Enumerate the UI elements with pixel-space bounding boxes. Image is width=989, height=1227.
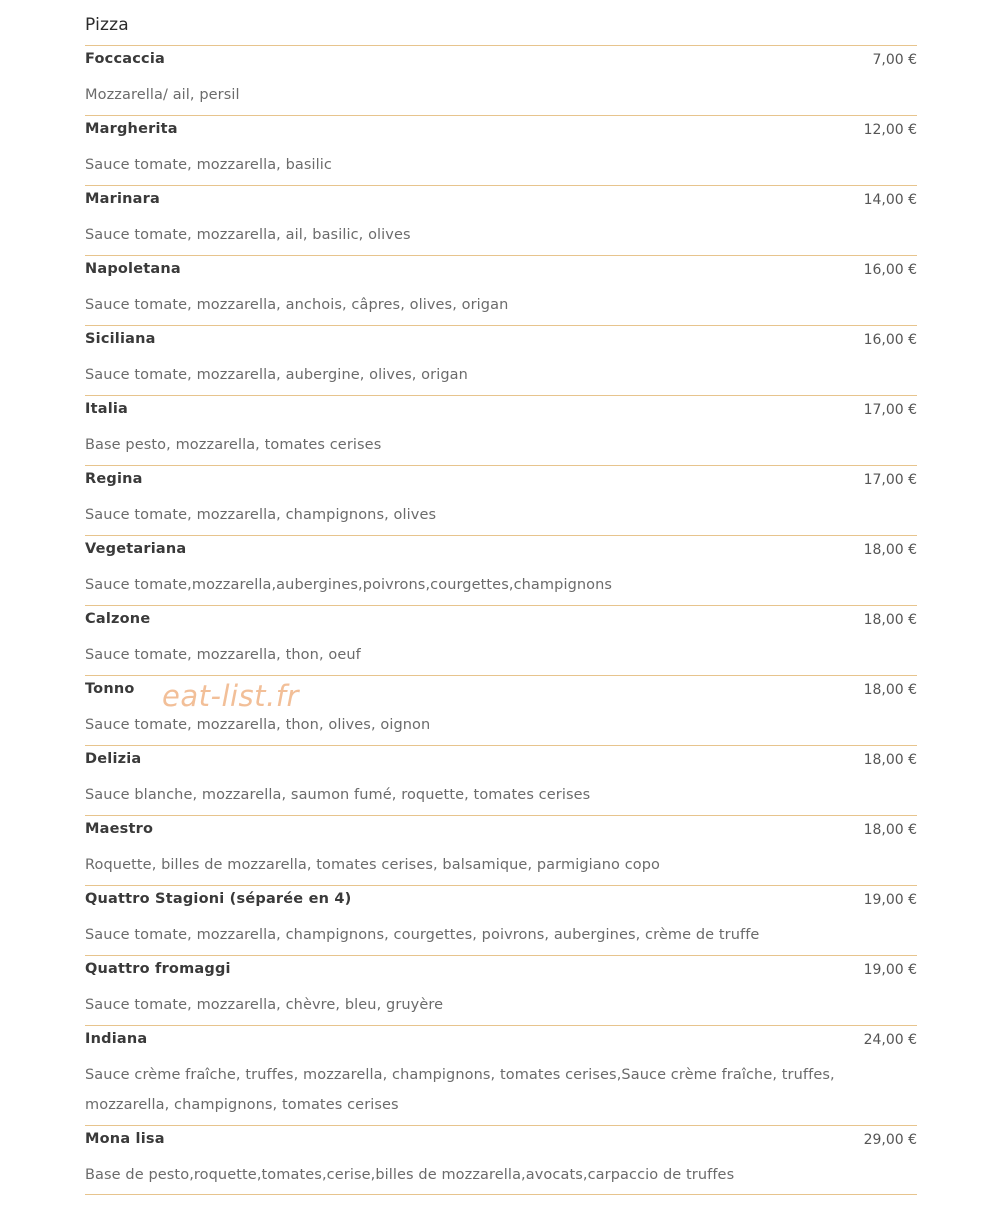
menu-item	[85, 465, 917, 535]
item-description: Sauce tomate,mozzarella,aubergines,poivrons,courgettes,champignons	[85, 577, 613, 593]
item-price: 17,00 €	[863, 402, 917, 418]
item-description: Sauce tomate, mozzarella, chèvre, bleu, gruyère	[85, 997, 444, 1013]
item-description: Base pesto, mozzarella, tomates cerises	[85, 437, 382, 453]
item-price: 7,00 €	[872, 52, 917, 68]
item-name: Mona lisa	[85, 1131, 165, 1147]
item-price: 19,00 €	[863, 892, 917, 908]
menu-item	[85, 185, 917, 255]
item-name: Maestro	[85, 821, 154, 837]
item-price: 18,00 €	[863, 542, 917, 558]
item-name: Vegetariana	[85, 541, 187, 557]
item-description: Sauce crème fraîche, truffes, mozzarella, champignons, tomates cerises,Sauce crème fraîche, truffes, mozzarella, champignons, tomates cerises	[85, 1067, 835, 1113]
item-name: Margherita	[85, 121, 178, 137]
menu-item	[85, 745, 917, 815]
item-description: Sauce tomate, mozzarella, thon, olives, oignon	[85, 717, 431, 733]
item-description: Sauce tomate, mozzarella, ail, basilic, olives	[85, 227, 411, 243]
item-description: Sauce tomate, mozzarella, basilic	[85, 157, 333, 173]
item-description: Sauce tomate, mozzarella, aubergine, olives, origan	[85, 367, 468, 383]
item-name: Siciliana	[85, 331, 156, 347]
menu-item	[85, 535, 917, 605]
item-description: Sauce tomate, mozzarella, thon, oeuf	[85, 647, 361, 663]
item-price: 17,00 €	[863, 472, 917, 488]
menu-item	[85, 885, 917, 955]
item-price: 24,00 €	[863, 1032, 917, 1048]
item-name: Quattro Stagioni (séparée en 4)	[85, 891, 352, 907]
item-description: Sauce tomate, mozzarella, champignons, courgettes, poivrons, aubergines, crème de truffe	[85, 927, 760, 943]
item-name: Delizia	[85, 751, 142, 767]
item-description: Mozzarella/ ail, persil	[85, 87, 240, 103]
menu-item	[85, 815, 917, 885]
section-title: Pizza	[85, 15, 129, 35]
menu-item	[85, 255, 917, 325]
watermark: eat-list.fr	[162, 679, 299, 713]
item-name: Foccaccia	[85, 51, 165, 67]
item-price: 19,00 €	[863, 962, 917, 978]
item-name: Marinara	[85, 191, 160, 207]
item-name: Calzone	[85, 611, 151, 627]
item-name: Napoletana	[85, 261, 181, 277]
item-price: 14,00 €	[863, 192, 917, 208]
menu-item	[85, 955, 917, 1025]
menu-item	[85, 325, 917, 395]
menu-page	[85, 0, 917, 1195]
item-description: Sauce blanche, mozzarella, saumon fumé, roquette, tomates cerises	[85, 787, 591, 803]
menu-item	[85, 45, 917, 115]
item-description: Base de pesto,roquette,tomates,cerise,billes de mozzarella,avocats,carpaccio de truffes	[85, 1167, 735, 1183]
item-description: Sauce tomate, mozzarella, anchois, câpres, olives, origan	[85, 297, 509, 313]
item-name: Indiana	[85, 1031, 148, 1047]
item-name: Quattro fromaggi	[85, 961, 231, 977]
item-price: 18,00 €	[863, 682, 917, 698]
menu-item	[85, 395, 917, 465]
item-name: Tonno	[85, 681, 135, 697]
item-price: 16,00 €	[863, 262, 917, 278]
menu-item	[85, 1125, 917, 1195]
item-price: 18,00 €	[863, 822, 917, 838]
item-description: Sauce tomate, mozzarella, champignons, olives	[85, 507, 437, 523]
menu-item	[85, 605, 917, 675]
menu-item	[85, 1025, 917, 1125]
item-price: 18,00 €	[863, 612, 917, 628]
menu-list	[85, 45, 917, 1195]
item-price: 18,00 €	[863, 752, 917, 768]
item-price: 12,00 €	[863, 122, 917, 138]
menu-item	[85, 115, 917, 185]
item-price: 29,00 €	[863, 1132, 917, 1148]
item-price: 16,00 €	[863, 332, 917, 348]
item-name: Italia	[85, 401, 129, 417]
item-description: Roquette, billes de mozzarella, tomates cerises, balsamique, parmigiano copo	[85, 857, 661, 873]
item-name: Regina	[85, 471, 143, 487]
